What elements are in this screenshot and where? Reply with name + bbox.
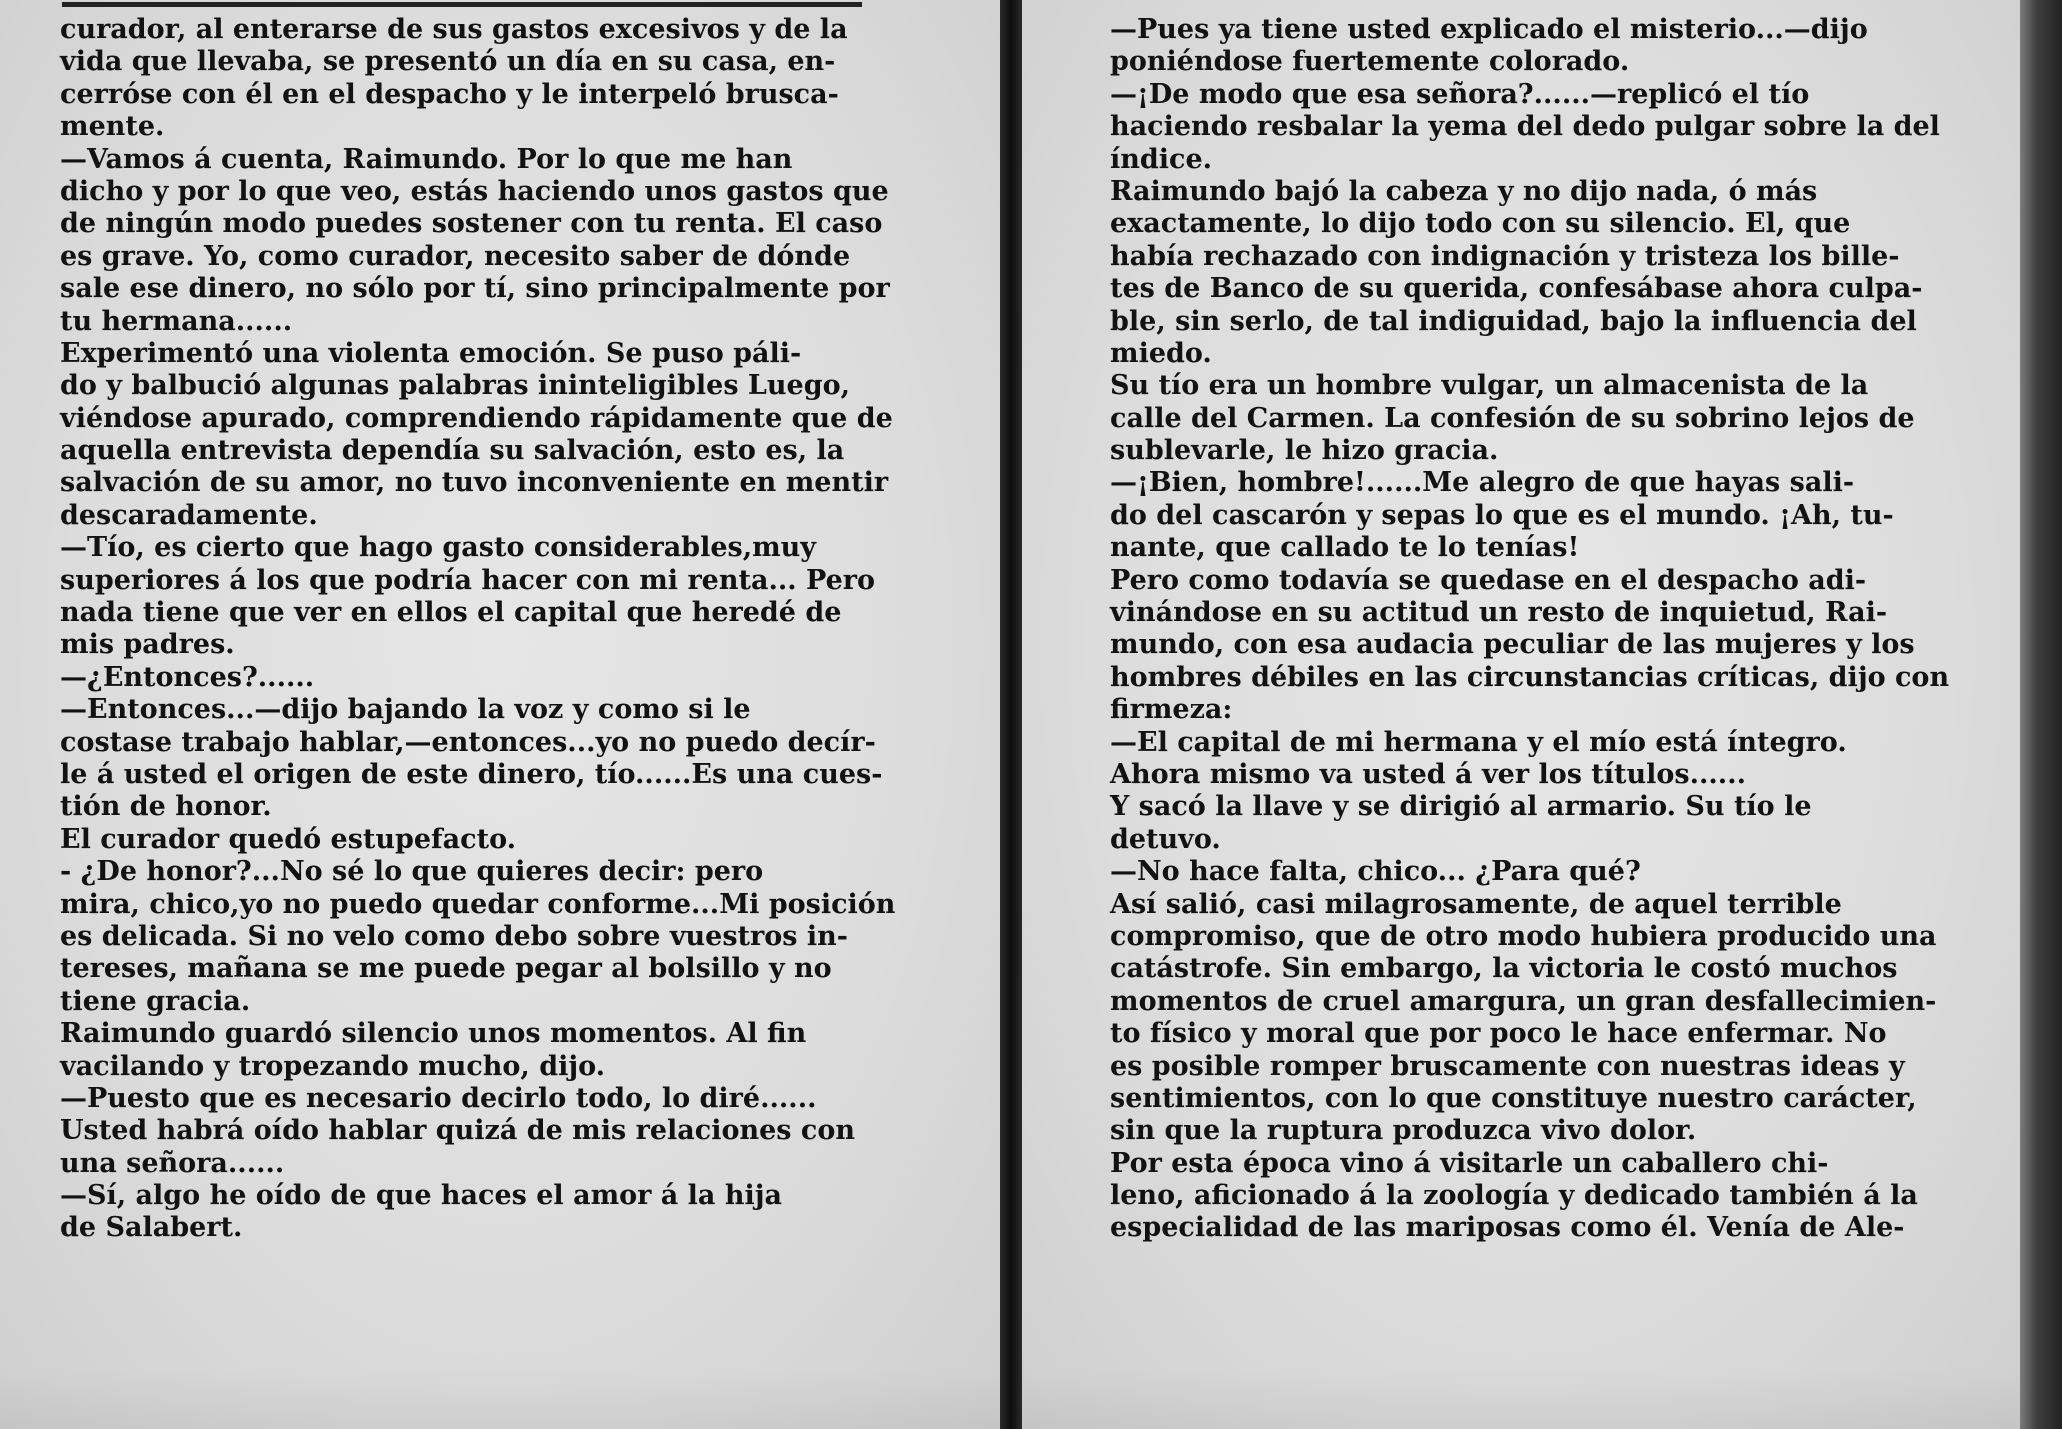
text-line: costase trabajo hablar,—entonces...yo no puedo decír-	[60, 726, 876, 758]
text-line: mundo, con esa audacia peculiar de las mujeres y los	[1110, 629, 1915, 661]
text-line: nada tiene que ver en ellos el capital que heredé de	[60, 597, 842, 629]
text-line: leno, aficionado á la zoología y dedicado también á la	[1110, 1180, 1918, 1212]
text-line: es delicada. Si no velo como debo sobre vuestros in-	[60, 920, 848, 952]
text-line: es grave. Yo, como curador, necesito saber de dónde	[60, 240, 851, 272]
text-line: tu hermana......	[60, 305, 293, 337]
text-line: —El capital de mi hermana y el mío está íntegro.	[1110, 726, 1847, 758]
text-line: Usted habrá oído hablar quizá de mis relaciones con	[60, 1115, 855, 1147]
text-line: vinándose en su actitud un resto de inquietud, Rai-	[1110, 597, 1888, 629]
page-shadow	[0, 1369, 1000, 1429]
text-line: miedo.	[1110, 337, 1212, 369]
text-line: había rechazado con indignación y tristeza los bille-	[1110, 240, 1900, 272]
text-line: salvación de su amor, no tuvo inconveniente en mentir	[60, 467, 889, 499]
text-line: —Puesto que es necesario decirlo todo, lo diré......	[60, 1082, 817, 1114]
text-line: tereses, mañana se me puede pegar al bolsillo y no	[60, 953, 832, 985]
text-line: sin que la ruptura produzca vivo dolor.	[1110, 1115, 1697, 1147]
text-line: mira, chico,yo no puedo quedar conforme...Mi posición	[60, 888, 896, 920]
text-line: calle del Carmen. La confesión de su sobrino lejos de	[1110, 402, 1915, 434]
text-line: es posible romper bruscamente con nuestras ideas y	[1110, 1050, 1905, 1082]
text-line: detuvo.	[1110, 823, 1221, 855]
text-line: —No hace falta, chico... ¿Para qué?	[1110, 856, 1641, 888]
text-line: catástrofe. Sin embargo, la victoria le costó muchos	[1110, 953, 1898, 985]
text-line: poniéndose fuertemente colorado.	[1110, 46, 1630, 78]
top-rule	[62, 2, 862, 7]
text-line: de Salabert.	[60, 1212, 243, 1244]
text-line: sentimientos, con lo que constituye nuestro carácter,	[1110, 1082, 1917, 1114]
page-edge	[2020, 0, 2062, 1429]
text-line: exactamente, lo dijo todo con su silencio. El, que	[1110, 208, 1851, 240]
text-line: —Sí, algo he oído de que haces el amor á la hija	[60, 1180, 782, 1212]
text-line: - ¿De honor?...No sé lo que quieres decir: pero	[60, 856, 764, 888]
text-line: le á usted el origen de este dinero, tío......Es una cues-	[60, 758, 883, 790]
text-line: El curador quedó estupefacto.	[60, 823, 517, 855]
text-line: do y balbució algunas palabras ininteligibles Luego,	[60, 370, 851, 402]
text-line: —Entonces...—dijo bajando la voz y como si le	[60, 694, 751, 726]
book-gutter	[1000, 0, 1022, 1429]
text-line: Raimundo guardó silencio unos momentos. Al fin	[60, 1018, 807, 1050]
right-page	[1022, 0, 2020, 1429]
text-line: to físico y moral que por poco le hace enfermar. No	[1110, 1018, 1887, 1050]
text-line: do del cascarón y sepas lo que es el mundo. ¡Ah, tu-	[1110, 499, 1894, 531]
text-line: índice.	[1110, 143, 1213, 175]
text-line: dicho y por lo que veo, estás haciendo unos gastos que	[60, 175, 889, 207]
text-line: tes de Banco de su querida, confesábase ahora culpa-	[1110, 273, 1923, 305]
text-line: —Vamos á cuenta, Raimundo. Por lo que me han	[60, 143, 793, 175]
text-line: Pero como todavía se quedase en el despacho adi-	[1110, 564, 1867, 596]
text-line: Ahora mismo va usted á ver los títulos......	[1110, 758, 1747, 790]
text-line: cerróse con él en el despacho y le interpeló brusca-	[60, 78, 839, 110]
text-line: ble, sin serlo, de tal indiguidad, bajo la influencia del	[1110, 305, 1917, 337]
text-line: Su tío era un hombre vulgar, un almacenista de la	[1110, 370, 1869, 402]
text-line: tiene gracia.	[60, 985, 251, 1017]
text-line: mis padres.	[60, 629, 235, 661]
text-line: haciendo resbalar la yema del dedo pulgar sobre la del	[1110, 111, 1940, 143]
text-line: mente.	[60, 111, 165, 143]
text-line: —¿Entonces?......	[60, 661, 315, 693]
text-line: aquella entrevista dependía su salvación, esto es, la	[60, 435, 845, 467]
text-line: Experimentó una violenta emoción. Se puso páli-	[60, 337, 802, 369]
left-page	[0, 0, 1000, 1429]
text-line: tión de honor.	[60, 791, 272, 823]
text-line: —¡De modo que esa señora?......—replicó el tío	[1110, 78, 1810, 110]
text-line: especialidad de las mariposas como él. Venía de Ale-	[1110, 1212, 1905, 1244]
left-page-text	[60, 14, 895, 1245]
text-line: una señora......	[60, 1147, 285, 1179]
text-line: compromiso, que de otro modo hubiera producido una	[1110, 920, 1937, 952]
text-line: vacilando y tropezando mucho, dijo.	[60, 1050, 606, 1082]
text-line: Así salió, casi milagrosamente, de aquel terrible	[1110, 888, 1842, 920]
right-page-text	[1110, 14, 1949, 1245]
text-line: superiores á los que podría hacer con mi renta... Pero	[60, 564, 876, 596]
text-line: viéndose apurado, comprendiendo rápidamente que de	[60, 402, 893, 434]
text-line: vida que llevaba, se presentó un día en su casa, en-	[60, 46, 836, 78]
text-line: nante, que callado te lo tenías!	[1110, 532, 1580, 564]
text-line: descaradamente.	[60, 499, 318, 531]
text-line: de ningún modo puedes sostener con tu renta. El caso	[60, 208, 883, 240]
text-line: —Pues ya tiene usted explicado el misterio...—dijo	[1110, 14, 1868, 45]
page-shadow	[1022, 1369, 2020, 1429]
text-line: —¡Bien, hombre!......Me alegro de que hayas sali-	[1110, 467, 1855, 499]
text-line: firmeza:	[1110, 694, 1233, 726]
text-line: curador, al enterarse de sus gastos excesivos y de la	[60, 14, 848, 45]
text-line: Y sacó la llave y se dirigió al armario. Su tío le	[1110, 791, 1812, 823]
text-line: sublevarle, le hizo gracia.	[1110, 435, 1499, 467]
text-line: momentos de cruel amargura, un gran desfallecimien-	[1110, 985, 1937, 1017]
text-line: sale ese dinero, no sólo por tí, sino principalmente por	[60, 273, 890, 305]
text-line: hombres débiles en las circunstancias críticas, dijo con	[1110, 661, 1950, 693]
text-line: Por esta época vino á visitarle un caballero chi-	[1110, 1147, 1829, 1179]
text-line: —Tío, es cierto que hago gasto considerables,muy	[60, 532, 816, 564]
text-line: Raimundo bajó la cabeza y no dijo nada, ó más	[1110, 175, 1818, 207]
